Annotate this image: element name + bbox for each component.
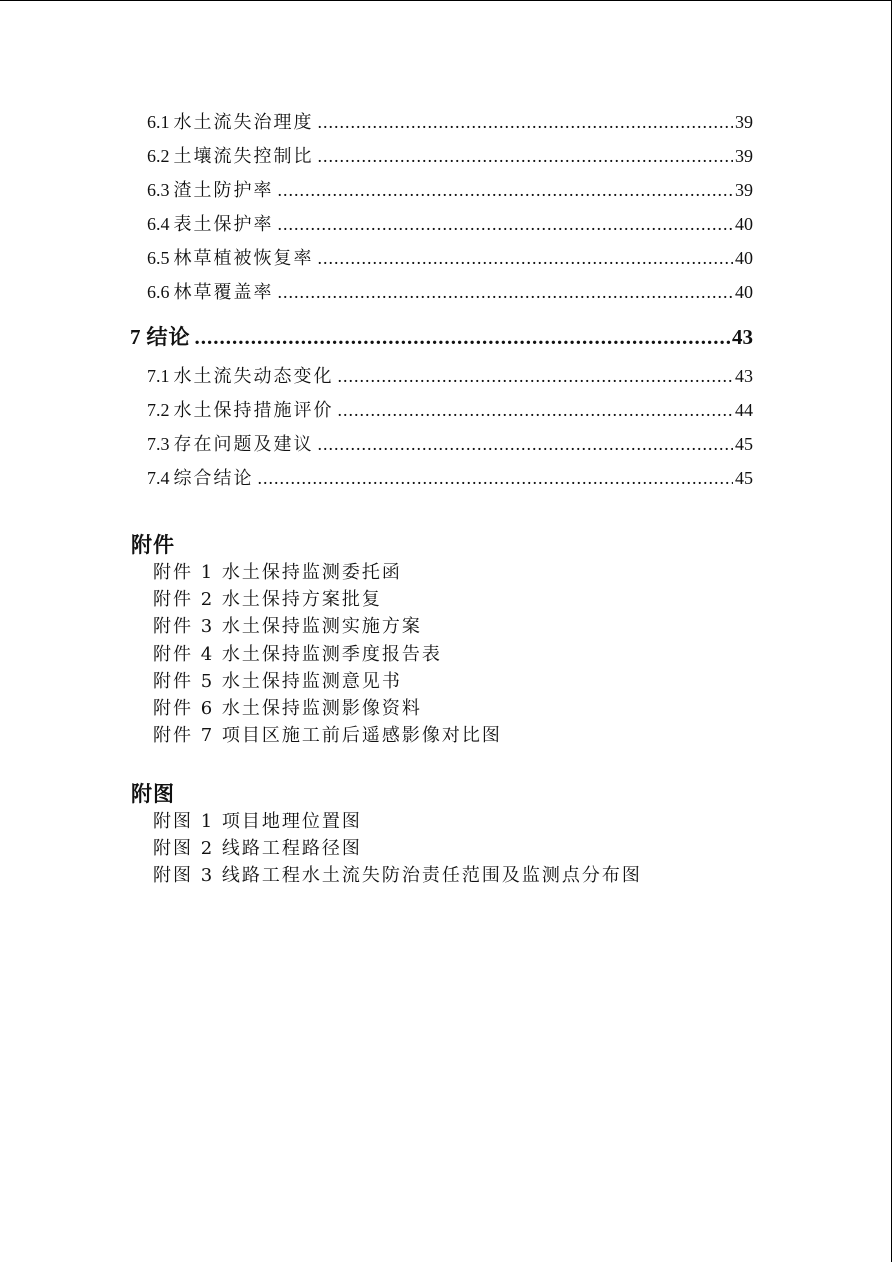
toc-entry-page: 44 <box>735 400 753 420</box>
toc-entry-6-5[interactable] <box>147 245 753 271</box>
figure-item-3[interactable]: 附图 3 线路工程水土流失防治责任范围及监测点分布图 <box>153 865 642 886</box>
toc-entry-number: 6.6 <box>147 282 170 302</box>
toc-entry-number: 7.4 <box>147 468 170 488</box>
toc-chapter-number: 7 <box>130 325 141 349</box>
toc-chapter-title: 结论 <box>146 324 191 349</box>
toc-entry-title: 综合结论 <box>173 468 254 489</box>
attachment-item-3[interactable]: 附件 3 水土保持监测实施方案 <box>153 616 422 637</box>
toc-entry-page: 43 <box>735 366 753 386</box>
figures-heading: 附图 <box>131 781 175 806</box>
toc-entry-title: 林草植被恢复率 <box>173 248 314 269</box>
figure-item-2[interactable]: 附图 2 线路工程路径图 <box>153 838 362 859</box>
toc-entry-title: 水土流失动态变化 <box>173 366 334 387</box>
attachments-heading: 附件 <box>131 532 175 557</box>
toc-entry-page: 45 <box>735 434 753 454</box>
toc-entry-page: 45 <box>735 468 753 488</box>
toc-leader-dots <box>338 363 734 389</box>
toc-entry-title: 渣土防护率 <box>173 180 274 201</box>
attachment-item-5[interactable]: 附件 5 水土保持监测意见书 <box>153 671 402 692</box>
toc-entry-number: 7.3 <box>147 434 170 454</box>
toc-entry-page: 40 <box>735 248 753 268</box>
toc-leader-dots <box>318 109 734 135</box>
attachment-item-4[interactable]: 附件 4 水土保持监测季度报告表 <box>153 644 442 665</box>
toc-entry-title: 水土保持措施评价 <box>173 400 334 421</box>
toc-leader-dots <box>318 245 734 271</box>
toc-entry-page: 39 <box>735 112 753 132</box>
toc-entry-7-1[interactable] <box>147 363 753 389</box>
toc-leader-dots <box>195 322 731 352</box>
toc-leader-dots <box>318 143 734 169</box>
toc-entry-7-3[interactable] <box>147 431 753 457</box>
toc-entry-number: 6.3 <box>147 180 170 200</box>
toc-entry-number: 6.2 <box>147 146 170 166</box>
toc-leader-dots <box>278 279 734 305</box>
toc-chapter-page: 43 <box>732 325 753 349</box>
toc-entry-title: 表土保护率 <box>173 214 274 235</box>
figure-item-1[interactable]: 附图 1 项目地理位置图 <box>153 811 362 832</box>
toc-entry-6-4[interactable] <box>147 211 753 237</box>
toc-entry-6-3[interactable] <box>147 177 753 203</box>
toc-entry-title: 土壤流失控制比 <box>173 146 314 167</box>
toc-entry-page: 40 <box>735 214 753 234</box>
toc-entry-page: 39 <box>735 180 753 200</box>
toc-entry-title: 水土流失治理度 <box>173 112 314 133</box>
toc-leader-dots <box>318 431 734 457</box>
toc-entry-7-2[interactable] <box>147 397 753 423</box>
toc-entry-page: 40 <box>735 282 753 302</box>
toc-entry-number: 6.5 <box>147 248 170 268</box>
toc-entry-title: 林草覆盖率 <box>173 282 274 303</box>
toc-entry-number: 6.1 <box>147 112 170 132</box>
toc-entry-number: 6.4 <box>147 214 170 234</box>
toc-entry-title: 存在问题及建议 <box>173 434 314 455</box>
attachment-item-1[interactable]: 附件 1 水土保持监测委托函 <box>153 562 402 583</box>
toc-leader-dots <box>258 465 734 491</box>
toc-entry-page: 39 <box>735 146 753 166</box>
toc-entry-6-1[interactable] <box>147 109 753 135</box>
attachment-item-6[interactable]: 附件 6 水土保持监测影像资料 <box>153 698 422 719</box>
toc-entry-number: 7.1 <box>147 366 170 386</box>
toc-leader-dots <box>338 397 734 423</box>
attachment-item-7[interactable]: 附件 7 项目区施工前后遥感影像对比图 <box>153 725 502 746</box>
toc-entry-6-2[interactable] <box>147 143 753 169</box>
toc-entry-number: 7.2 <box>147 400 170 420</box>
toc-entry-7-4[interactable] <box>147 465 753 491</box>
attachment-item-2[interactable]: 附件 2 水土保持方案批复 <box>153 589 382 610</box>
toc-leader-dots <box>278 211 734 237</box>
toc-leader-dots <box>278 177 734 203</box>
toc-chapter-7[interactable] <box>130 322 753 352</box>
page-top-border <box>0 0 892 1</box>
toc-entry-6-6[interactable] <box>147 279 753 305</box>
